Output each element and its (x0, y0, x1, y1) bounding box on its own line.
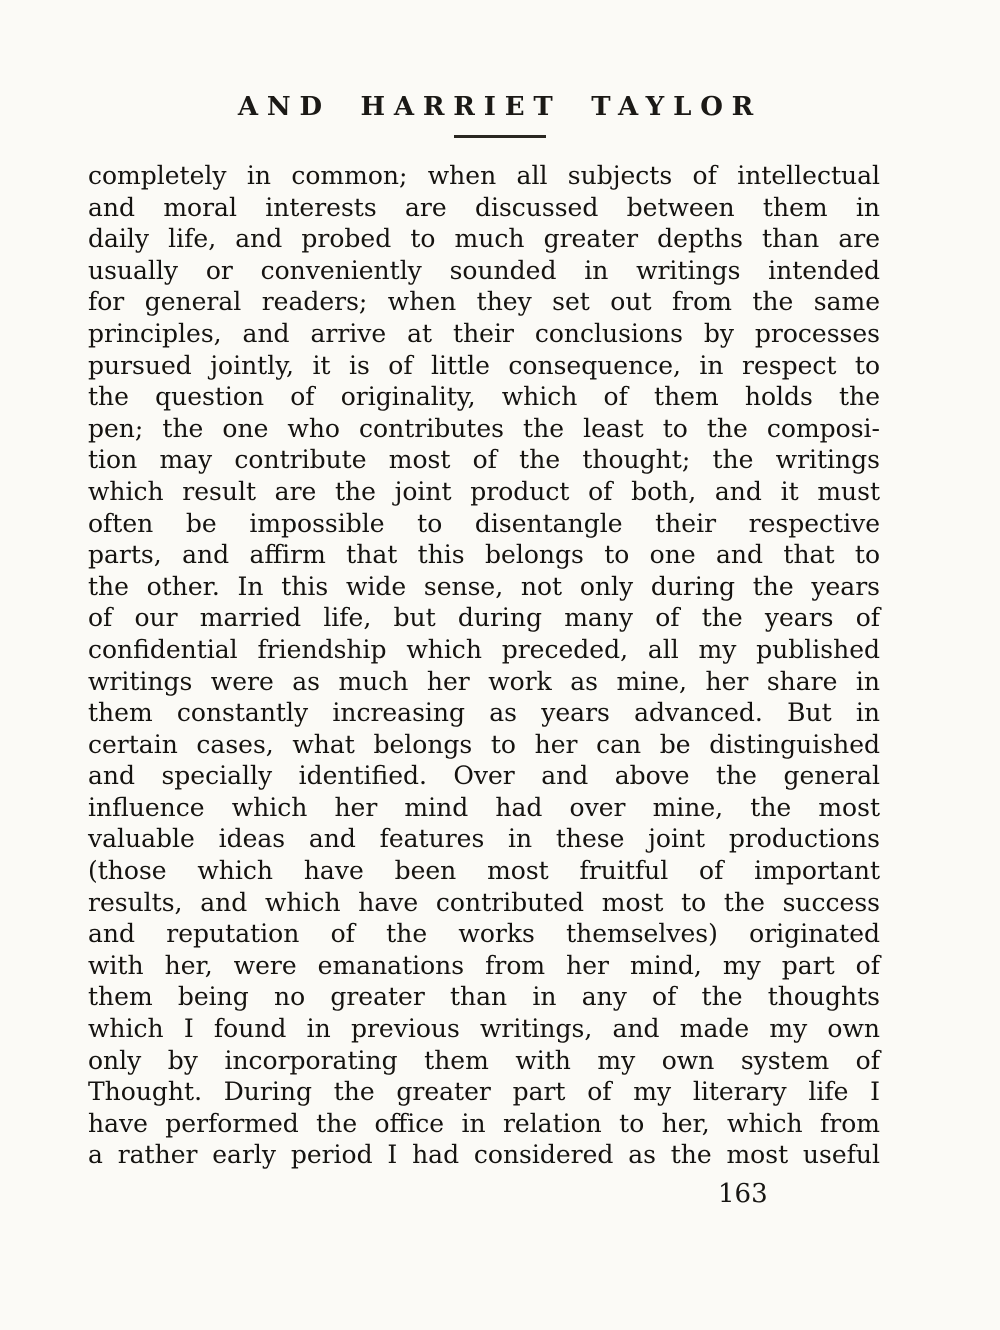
text-line: them constantly increasing as years advanced. But in (88, 698, 880, 728)
text-line: influence which her mind had over mine, the most (88, 792, 880, 822)
text-line: parts, and affirm that this belongs to one and that to (88, 540, 880, 570)
page-number: 163 (718, 1179, 768, 1209)
text-line: confidential friendship which preceded, all my published (88, 634, 880, 664)
text-line: usually or conveniently sounded in writings intended (88, 255, 880, 285)
text-line: and specially identified. Over and above the general (88, 761, 880, 791)
text-line: only by incorporating them with my own system of (88, 1045, 880, 1075)
text-line: which result are the joint product of both, and it must (88, 476, 880, 506)
header-rule (454, 135, 546, 138)
text-line: daily life, and probed to much greater depths than are (88, 224, 880, 254)
text-line: with her, were emanations from her mind, my part of (88, 950, 880, 980)
text-line: them being no greater than in any of the thoughts (88, 982, 880, 1012)
text-line: writings were as much her work as mine, her share in (88, 666, 880, 696)
text-line: for general readers; when they set out from the same (88, 287, 880, 317)
text-line: certain cases, what belongs to her can be distinguished (88, 729, 880, 759)
text-line: have performed the office in relation to her, which from (88, 1108, 880, 1138)
body-text (88, 160, 880, 1171)
text-line: completely in common; when all subjects of intellectual (88, 161, 880, 190)
text-line: (those which have been most fruitful of important (88, 856, 880, 886)
text-line: valuable ideas and features in these joint productions (88, 824, 880, 854)
text-line: a rather early period I had considered as the most useful (88, 1140, 880, 1170)
text-line: principles, and arrive at their conclusions by processes (88, 318, 880, 348)
text-line: the question of originality, which of them holds the (88, 382, 880, 412)
text-line: which I found in previous writings, and made my own (88, 1014, 880, 1044)
text-line: pen; the one who contributes the least to the composi- (88, 413, 880, 443)
text-line: of our married life, but during many of the years of (88, 603, 880, 633)
text-line: often be impossible to disentangle their respective (88, 508, 880, 538)
text-line: tion may contribute most of the thought; the writings (88, 445, 880, 475)
page-header: AND HARRIET TAYLOR (237, 92, 763, 122)
text-line: and moral interests are discussed between them in (88, 192, 880, 222)
text-line: Thought. During the greater part of my literary life I (88, 1077, 880, 1107)
text-line: and reputation of the works themselves) originated (88, 919, 880, 949)
text-line: the other. In this wide sense, not only during the years (88, 571, 880, 601)
text-line: pursued jointly, it is of little consequence, in respect to (88, 350, 880, 380)
text-line: results, and which have contributed most to the success (88, 887, 880, 917)
